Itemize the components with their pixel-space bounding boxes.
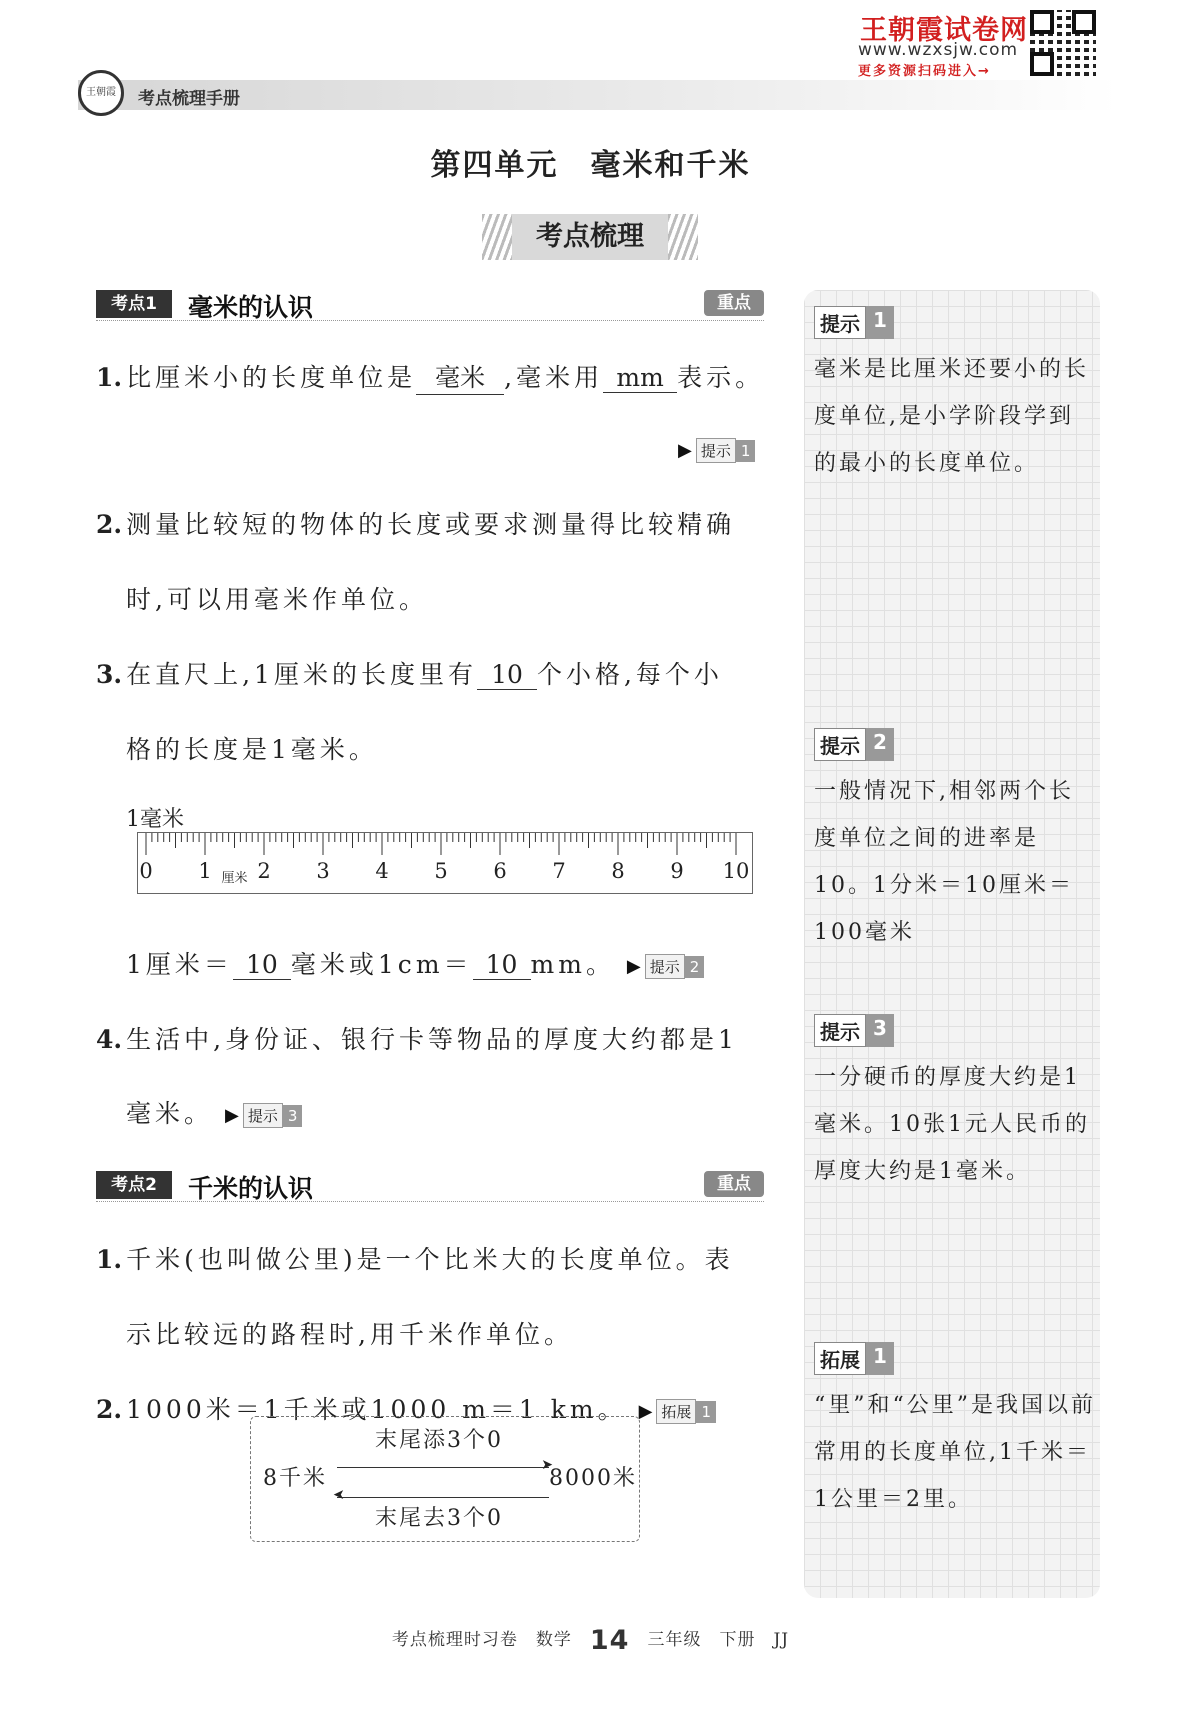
conv-left-value: 8千米 <box>263 1466 327 1491</box>
q4-text-2: 毫米。 <box>126 1099 214 1128</box>
extension-ref-1[interactable] <box>639 1399 716 1424</box>
t1-q1 <box>96 358 764 395</box>
q1-text-c: 表示。 <box>677 363 765 392</box>
unit-title: 第四单元 毫米和千米 <box>430 148 751 183</box>
ruler-tick-label: 1 <box>198 859 212 883</box>
hint-number: 2 <box>685 956 705 978</box>
answer-blank: mm <box>603 363 677 393</box>
conv-bottom-label: 末尾去3个0 <box>375 1506 503 1531</box>
answer-blank: 10 <box>477 660 537 690</box>
side-tag-extension-1 <box>814 1342 894 1375</box>
side-tag-label: 提示 <box>814 1014 866 1047</box>
side-tag-hint-2 <box>814 728 894 761</box>
hint-label: 提示 <box>243 1103 283 1128</box>
importance-badge: 重点 <box>704 1171 764 1197</box>
t2-q1-text: 千米(也叫做公里)是一个比米大的长度单位。表 <box>126 1245 734 1274</box>
logo-text: 王朝霞 <box>86 87 116 98</box>
hint-number: 3 <box>283 1105 303 1127</box>
ruler-caption: 1毫米 <box>126 807 184 832</box>
side-tag-number: 3 <box>866 1014 894 1047</box>
extension-label: 拓展 <box>656 1399 696 1424</box>
topic-2-header <box>96 1167 764 1202</box>
hint-label: 提示 <box>696 438 736 463</box>
section-title <box>482 214 698 260</box>
ruler-tick-label: 9 <box>670 859 684 883</box>
topic-1-header <box>96 286 764 321</box>
answer-blank: 毫米 <box>416 358 504 395</box>
question-number: 2. <box>96 1395 123 1424</box>
q3b-text-a: 1厘米＝ <box>126 950 233 979</box>
hint-label: 提示 <box>645 954 685 979</box>
answer-blank: 10 <box>473 950 531 980</box>
arrow-left-icon: ➤ <box>337 1497 549 1498</box>
importance-badge: 重点 <box>704 290 764 316</box>
brand-name[interactable]: 王朝霞试卷网 <box>860 15 1028 46</box>
side-tag-number: 2 <box>866 728 894 761</box>
side-tag-number: 1 <box>866 306 894 339</box>
t2-q2-text: 1000米＝1千米或1000 m＝1 km。 <box>126 1395 627 1424</box>
ruler-tick-label: 6 <box>493 859 507 883</box>
question-number: 3. <box>96 660 123 689</box>
t1-q3b <box>126 945 704 981</box>
q1-text-a: 比厘米小的长度单位是 <box>126 363 417 392</box>
publisher-logo <box>78 70 124 116</box>
side-tag-label: 提示 <box>814 728 866 761</box>
conversion-diagram <box>250 1416 640 1542</box>
footer-left: 考点梳理时习卷 数学 <box>391 1630 572 1650</box>
t2-q1-line1 <box>96 1240 734 1276</box>
side-note-1: 毫米是比厘米还要小的长度单位,是小学阶段学到的最小的长度单位。 <box>814 357 1090 476</box>
play-arrow-icon: ▶ <box>638 1401 653 1422</box>
brand-tagline: 更多资源扫码进入→ <box>858 64 991 79</box>
side-note-4: “里”和“公里”是我国以前常用的长度单位,1千米＝1公里＝2里。 <box>814 1393 1096 1512</box>
book-title: 考点梳理手册 <box>138 89 240 109</box>
side-note-2: 一般情况下,相邻两个长度单位之间的进率是10。1分米＝10厘米＝100毫米 <box>814 779 1074 945</box>
topic-title: 毫米的认识 <box>188 293 314 322</box>
answer-blank: 10 <box>233 950 291 980</box>
q1-text-b: ,毫米用 <box>504 363 604 392</box>
ruler-tick-label: 4 <box>375 859 389 883</box>
ruler-tick-label: 8 <box>611 859 625 883</box>
section-title-text: 考点梳理 <box>512 214 668 260</box>
side-tag-number: 1 <box>866 1342 894 1375</box>
q3-text-a: 在直尺上,1厘米的长度里有 <box>126 660 477 689</box>
question-number: 4. <box>96 1025 123 1054</box>
q2-text: 测量比较短的物体的长度或要求测量得比较精确 <box>126 510 736 539</box>
question-number: 1. <box>96 363 123 392</box>
page-number: 14 <box>589 1625 630 1656</box>
hint-ref-2[interactable] <box>627 954 704 979</box>
footer-right: 三年级 下册 JJ <box>647 1630 790 1650</box>
side-tag-label: 提示 <box>814 306 866 339</box>
hint-ref-1[interactable] <box>678 438 755 463</box>
conv-right-value: 8000米 <box>549 1466 637 1491</box>
hint-number: 1 <box>736 440 756 462</box>
ruler-unit-label: 厘米 <box>221 871 248 886</box>
brand-url[interactable]: www.wzxsjw.com <box>858 40 1019 60</box>
side-tag-hint-1 <box>814 306 894 339</box>
question-number: 2. <box>96 510 123 539</box>
t1-q3-line1 <box>96 655 723 691</box>
question-number: 1. <box>96 1245 123 1274</box>
ruler <box>137 832 753 894</box>
q3b-text-c: mm。 <box>530 950 615 979</box>
ruler-tick-label: 2 <box>257 859 271 883</box>
topic-tag: 考点2 <box>96 1171 172 1199</box>
play-arrow-icon: ▶ <box>626 956 641 977</box>
footer <box>0 1625 1181 1656</box>
ruler-tick-label: 7 <box>552 859 566 883</box>
hint-ref-3[interactable] <box>225 1103 302 1128</box>
arrow-right-icon: ➤ <box>337 1467 549 1468</box>
topic-title: 千米的认识 <box>188 1174 314 1203</box>
sidebar-notes <box>804 290 1100 1598</box>
conv-top-label: 末尾添3个0 <box>375 1428 503 1453</box>
t1-q4-line2 <box>126 1094 302 1130</box>
t1-q3-line2: 格的长度是1毫米。 <box>126 735 378 764</box>
t1-q2-line2: 时,可以用毫米作单位。 <box>126 585 428 614</box>
ruler-tick-label: 0 <box>139 859 153 883</box>
play-arrow-icon: ▶ <box>224 1105 239 1126</box>
play-arrow-icon: ▶ <box>678 440 692 461</box>
qr-code-icon[interactable] <box>1030 10 1096 76</box>
topic-tag: 考点1 <box>96 290 172 318</box>
q3b-text-b: 毫米或1cm＝ <box>290 950 473 979</box>
side-tag-hint-3 <box>814 1014 894 1047</box>
extension-number: 1 <box>696 1401 716 1423</box>
ruler-tick-label: 5 <box>434 859 448 883</box>
side-tag-label: 拓展 <box>814 1342 866 1375</box>
ruler-tick-label: 3 <box>316 859 330 883</box>
side-note-3: 一分硬币的厚度大约是1毫米。10张1元人民币的厚度大约是1毫米。 <box>814 1065 1090 1184</box>
ruler-tick-label: 10 <box>722 859 750 883</box>
q3-text-b: 个小格,每个小 <box>536 660 723 689</box>
q4-text: 生活中,身份证、银行卡等物品的厚度大约都是1 <box>126 1025 738 1054</box>
t1-q2-line1 <box>96 505 735 541</box>
t1-q4-line1 <box>96 1020 738 1056</box>
t2-q1-line2: 示比较远的路程时,用千米作单位。 <box>126 1320 573 1349</box>
